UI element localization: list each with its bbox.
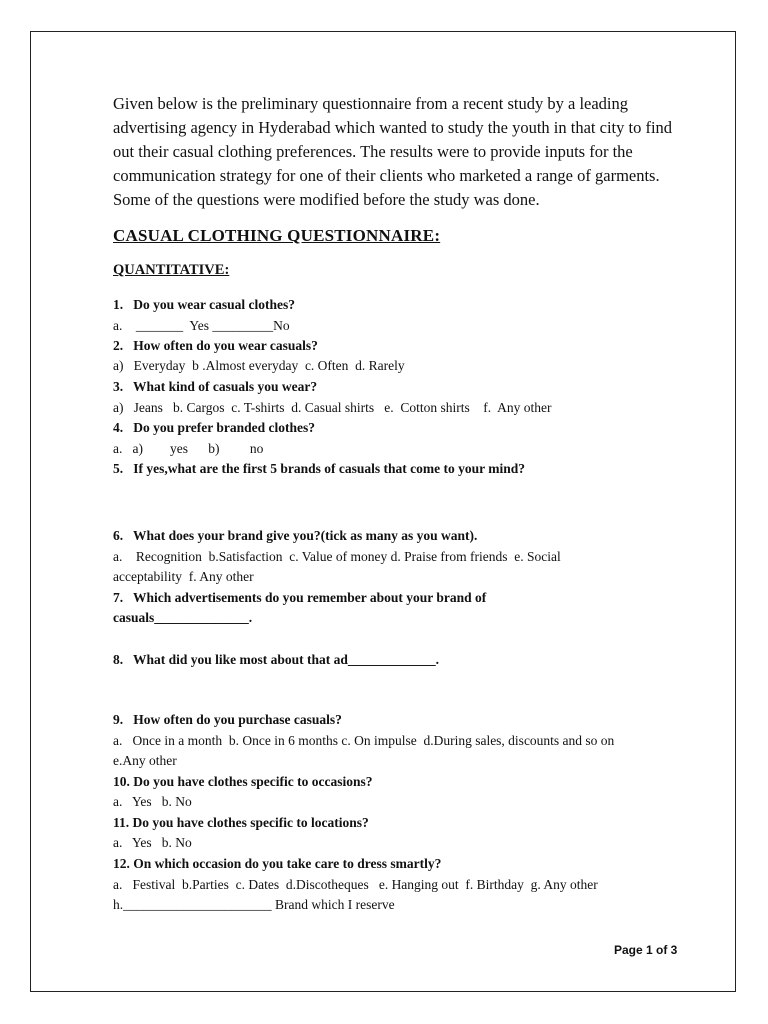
answer-10: a. Yes b. No [113,794,192,809]
section-heading: QUANTITATIVE: [113,262,230,278]
intro-paragraph: Given below is the preliminary questionnaire from a recent study by a leading advertising agency in Hyderabad which wanted to study the youth in that city to find out their casual clothing preferences. The results were to provide inputs for the communication strategy for one of their clients who marketed a range of garments. Some of the questions were modified before the study was done. [113,94,673,209]
answer-11: a. Yes b. No [113,835,192,850]
answer-2: a) Everyday b .Almost everyday c. Often d. Rarely [113,358,405,373]
question-7-cont: casuals______________. [113,610,253,625]
question-6: 6. What does your brand give you?(tick as many as you want). [113,528,478,543]
question-8: 8. What did you like most about that ad_____________. [113,652,440,667]
answer-3: a) Jeans b. Cargos c. T-shirts d. Casual shirts e. Cotton shirts f. Any other [113,400,552,415]
answer-9: a. Once in a month b. Once in 6 months c. On impulse d.During sales, discounts and so on [113,733,615,748]
question-10: 10. Do you have clothes specific to occasions? [113,774,373,789]
question-11: 11. Do you have clothes specific to locations? [113,815,369,830]
answer-6: a. Recognition b.Satisfaction c. Value of money d. Praise from friends e. Social [113,549,561,564]
answer-12: a. Festival b.Parties c. Dates d.Discotheques e. Hanging out f. Birthday g. Any other [113,877,598,892]
question-7: 7. Which advertisements do you remember about your brand of [113,590,487,605]
question-1: 1. Do you wear casual clothes? [113,297,295,312]
question-12: 12. On which occasion do you take care to dress smartly? [113,856,442,871]
answer-4: a. a) yes b) no [113,441,264,456]
question-5: 5. If yes,what are the first 5 brands of casuals that come to your mind? [113,461,525,476]
answer-1: a. _______ Yes _________No [113,318,290,333]
question-9: 9. How often do you purchase casuals? [113,712,342,727]
answer-9-cont: e.Any other [113,753,177,768]
question-3: 3. What kind of casuals you wear? [113,379,318,394]
page-number: Page 1 of 3 [614,943,678,957]
answer-6-cont: acceptability f. Any other [113,569,254,584]
answer-12-cont: h.______________________ Brand which I reserve [113,897,395,912]
question-2: 2. How often do you wear casuals? [113,338,318,353]
question-4: 4. Do you prefer branded clothes? [113,420,315,435]
questionnaire-title: CASUAL CLOTHING QUESTIONNAIRE: [113,226,441,245]
